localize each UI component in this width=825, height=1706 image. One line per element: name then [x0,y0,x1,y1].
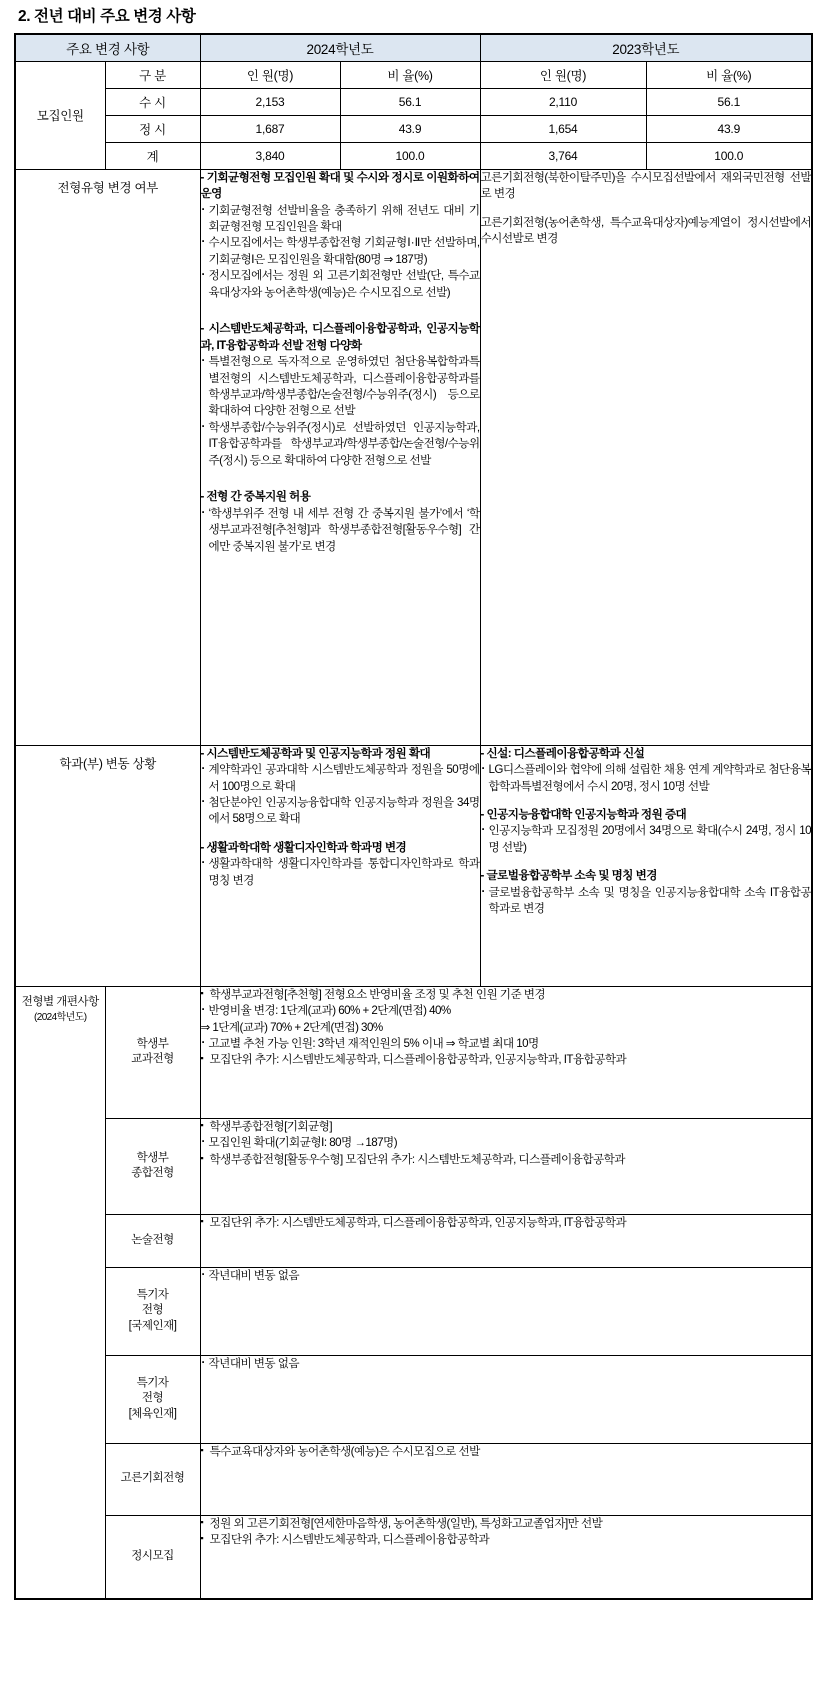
quota-ratio-2024-header: 비 율(%) [340,61,480,88]
reform-content-jeongsi [200,1515,812,1599]
type-change-2024-cell [200,169,480,745]
quota-count-2023: 2,110 [480,88,646,115]
quota-subheader-row [15,61,812,88]
reform-name-special-intl [105,1267,200,1355]
reform-name-equal-opportunity [105,1443,200,1515]
type-change-2023-para1: 고른기회전형(북한이탈주민)을 수시모집선발에서 재외국민전형 선발로 변경 [480,170,812,201]
reform-line: · 고교별 추천 가능 인원: 3학년 재적인원의 5% 이내 ⇒ 학교별 최대 10명 [201,1036,812,1052]
reform-row-special-sports [15,1355,812,1443]
quota-division-header: 구 분 [105,61,200,88]
reform-line: ▪ 학생부종합전형[활동우수형] 모집단위 추가: 시스템반도체공학과, 디스플레이융합공학과 [201,1152,812,1168]
quota-ratio-2024: 56.1 [340,88,480,115]
dept-change-2024-block1-item: · 첨단분야인 인공지능융합대학 인공지능학과 정원을 34명에서 58명으로 확대 [201,795,480,828]
quota-ratio-2023: 56.1 [646,88,812,115]
reform-content-special-sports [200,1355,812,1443]
dept-change-2023-block2-item: · 인공지능학과 모집정원 20명에서 34명으로 확대(수시 24명, 정시 10명 선발) [481,823,812,856]
table-row [15,115,812,142]
header-year-2024: 2024학년도 [200,34,480,62]
dept-change-2023-cell [480,745,812,986]
reform-name-line: 논술전형 [131,1233,174,1246]
reform-content-jonghap [200,1118,812,1214]
reform-line: ▪ 모집단위 추가: 시스템반도체공학과, 디스플레이융합공학과, 인공지능학과, IT융합공학과 [201,1215,812,1231]
dept-change-2023-block1-item: · LG디스플레이와 협약에 의해 설립한 채용 연계 계약학과로 첨단융복합학과특별전형에서 수시 20명, 정시 10명 선발 [481,762,812,795]
type-change-2024-block2-heading: - 시스템반도체공학과, 디스플레이융합공학과, 인공지능학과, IT융합공학과 선발 전형 다양화 [200,322,480,352]
quota-count-2024-header: 인 원(명) [200,61,340,88]
reform-line: · 반영비율 변경: 1단계(교과) 60% + 2단계(면접) 40% [201,1003,812,1019]
quota-division: 정 시 [105,115,200,142]
quota-ratio-2023: 43.9 [646,115,812,142]
type-change-2024-block2-item: · 학생부종합/수능위주(정시)로 선발하였던 인공지능학과, IT융합공학과를 학생부교과/학생부종합/논술전형/수능위주(정시) 등으로 확대하여 다양한 전형으로 선발 [201,420,480,469]
dept-change-row-label: 학과(부) 변동 상황 [15,745,200,986]
table-header-row [15,34,812,62]
reform-name-jeongsi [105,1515,200,1599]
type-change-2024-block2-item: · 특별전형으로 독자적으로 운영하였던 첨단융복합학과특별전형의 시스템반도체공학과, 디스플레이융합공학과를 학생부교과/학생부종합/논술전형/수능위주(정시) 등으로 확대하여 다양한 전형으로 선발 [201,354,480,420]
reform-line: · 모집인원 확대(기회균형Ⅰ: 80명 →187명) [201,1135,812,1151]
quota-row-label: 모집인원 [15,61,105,169]
reform-line: ▪ 학생부종합전형[기회균형] [201,1119,812,1135]
reform-line: ⇒ 1단계(교과) 70% + 2단계(면접) 30% [200,1020,383,1034]
reform-content-gyogwa [200,986,812,1118]
reform-line: ▪ 정원 외 고른기회전형[연세한마음학생, 농어촌학생(일반), 특성화고교졸업자]만 선발 [201,1516,812,1532]
type-change-row-label: 전형유형 변경 여부 [15,169,200,745]
quota-division: 수 시 [105,88,200,115]
reform-name-line: 고른기회전형 [120,1472,185,1485]
header-year-2023: 2023학년도 [480,34,812,62]
spacer [201,469,480,489]
reform-line: ▪ 학생부교과전형[추천형] 전형요소 반영비율 조정 및 추천 인원 기준 변경 [201,987,812,1003]
reform-row-special-intl [15,1267,812,1355]
reform-name-line: 특기자 [136,1376,169,1389]
quota-count-2023-header: 인 원(명) [480,61,646,88]
dept-change-row [15,745,812,986]
reform-row-jeongsi [15,1515,812,1599]
quota-ratio-2024: 43.9 [340,115,480,142]
reform-name-line: 특기자 [136,1288,169,1301]
type-change-2024-block1-item: · 정시모집에서는 정원 외 고른기회전형만 선발(단, 특수교육대상자와 농어촌학생(예능)은 수시모집으로 선발) [201,268,480,301]
reform-name-nonsul [105,1214,200,1267]
dept-change-2023-block3-item: · 글로벌융합공학부 소속 및 명칭을 인공지능융합대학 소속 IT융합공학과로 변경 [481,885,812,918]
type-change-2023-cell [480,169,812,745]
reform-name-special-sports [105,1355,200,1443]
reform-name-line: 전형 [141,1304,164,1317]
type-change-2024-block1-item: · 수시모집에서는 학생부종합전형 기회균형Ⅰ·Ⅱ만 선발하며, 기회균형Ⅰ은 모집인원을 확대함(80명 ⇒ 187명) [201,235,480,268]
type-change-2023-para2: 고른기회전형(농어촌학생, 특수교육대상자)예능계열이 정시선발에서 수시선발로 변경 [480,215,812,245]
spacer [481,856,812,868]
page-title: 2. 전년 대비 주요 변경 사항 [18,8,196,25]
main-comparison-table [14,33,813,1601]
reform-row-label [15,986,105,1599]
reform-name-line: 정시모집 [131,1550,174,1563]
dept-change-2023-block1-heading: - 신설: 디스플레이융합공학과 신설 [480,746,645,760]
reform-name-line: [체육인재] [128,1407,177,1420]
header-main-category: 주요 변경 사항 [15,34,200,62]
type-change-2024-block1-item: · 기회균형전형 선발비율을 충족하기 위해 전년도 대비 기회균형전형 모집인원을 확대 [201,203,480,236]
reform-name-line: 종합전형 [131,1167,174,1180]
dept-change-2023-block2-heading: - 인공지능융합대학 인공지능학과 정원 증대 [480,807,687,821]
type-change-2024-block3-heading: - 전형 간 중복지원 허용 [200,490,311,504]
spacer [201,301,480,321]
quota-count-2024: 2,153 [200,88,340,115]
reform-name-line: 학생부 [136,1151,169,1164]
reform-name-line: 교과전형 [131,1053,174,1066]
reform-line: ▪ 모집단위 추가: 시스템반도체공학과, 디스플레이융합공학과 [201,1532,812,1548]
reform-label-note: (2024학년도) [34,1012,87,1024]
reform-line: ▪ 모집단위 추가: 시스템반도체공학과, 디스플레이융합공학과, 인공지능학과, IT융합공학과 [201,1052,812,1068]
spacer [481,203,812,215]
type-change-2024-block1-heading: - 기회균형전형 모집인원 확대 및 수시와 정시로 이원화하여 운영 [200,170,480,201]
type-change-2024-block3-item: · ‘학생부위주 전형 내 세부 전형 간 중복지원 불가’에서 ‘학생부교과전형[추천형]과 학생부종합전형[활동우수형] 간에만 중복지원 불가’로 변경 [201,506,480,555]
dept-change-2024-block1-heading: - 시스템반도체공학과 및 인공지능학과 정원 확대 [200,746,431,760]
reform-content-special-intl [200,1267,812,1355]
dept-change-2024-block2-heading: - 생활과학대학 생활디자인학과 학과명 변경 [200,840,407,854]
reform-label-text: 전형별 개편사항 [21,995,99,1008]
dept-change-2024-block2-item: · 생활과학대학 생활디자인학과를 통합디자인학과로 학과 명칭 변경 [201,856,480,889]
quota-count-2023: 3,764 [480,142,646,169]
reform-line: ▪ 특수교육대상자와 농어촌학생(예능)은 수시모집으로 선발 [201,1444,812,1460]
dept-change-2024-cell [200,745,480,986]
reform-name-line: 학생부 [136,1037,169,1050]
quota-count-2023: 1,654 [480,115,646,142]
quota-count-2024: 1,687 [200,115,340,142]
reform-row-equal-opportunity [15,1443,812,1515]
type-change-row [15,169,812,745]
reform-line: · 작년대비 변동 없음 [201,1356,812,1372]
reform-name-line: 전형 [141,1392,164,1405]
reform-line: · 작년대비 변동 없음 [201,1268,812,1284]
reform-name-line: [국제인재] [128,1319,177,1332]
reform-row-nonsul [15,1214,812,1267]
quota-ratio-2023-header: 비 율(%) [646,61,812,88]
reform-name-jonghap [105,1118,200,1214]
table-row [15,88,812,115]
dept-change-2024-block1-item: · 계약학과인 공과대학 시스템반도체공학과 정원을 50명에서 100명으로 확대 [201,762,480,795]
quota-ratio-2023: 100.0 [646,142,812,169]
quota-count-2024: 3,840 [200,142,340,169]
quota-ratio-2024: 100.0 [340,142,480,169]
spacer [201,828,480,840]
reform-row-gyogwa [15,986,812,1118]
reform-name-gyogwa [105,986,200,1118]
spacer [481,795,812,807]
dept-change-2023-block3-heading: - 글로벌융합공학부 소속 및 명칭 변경 [480,869,657,883]
table-row [15,142,812,169]
reform-content-nonsul [200,1214,812,1267]
reform-row-jonghap [15,1118,812,1214]
reform-content-equal-opportunity [200,1443,812,1515]
quota-division: 계 [105,142,200,169]
